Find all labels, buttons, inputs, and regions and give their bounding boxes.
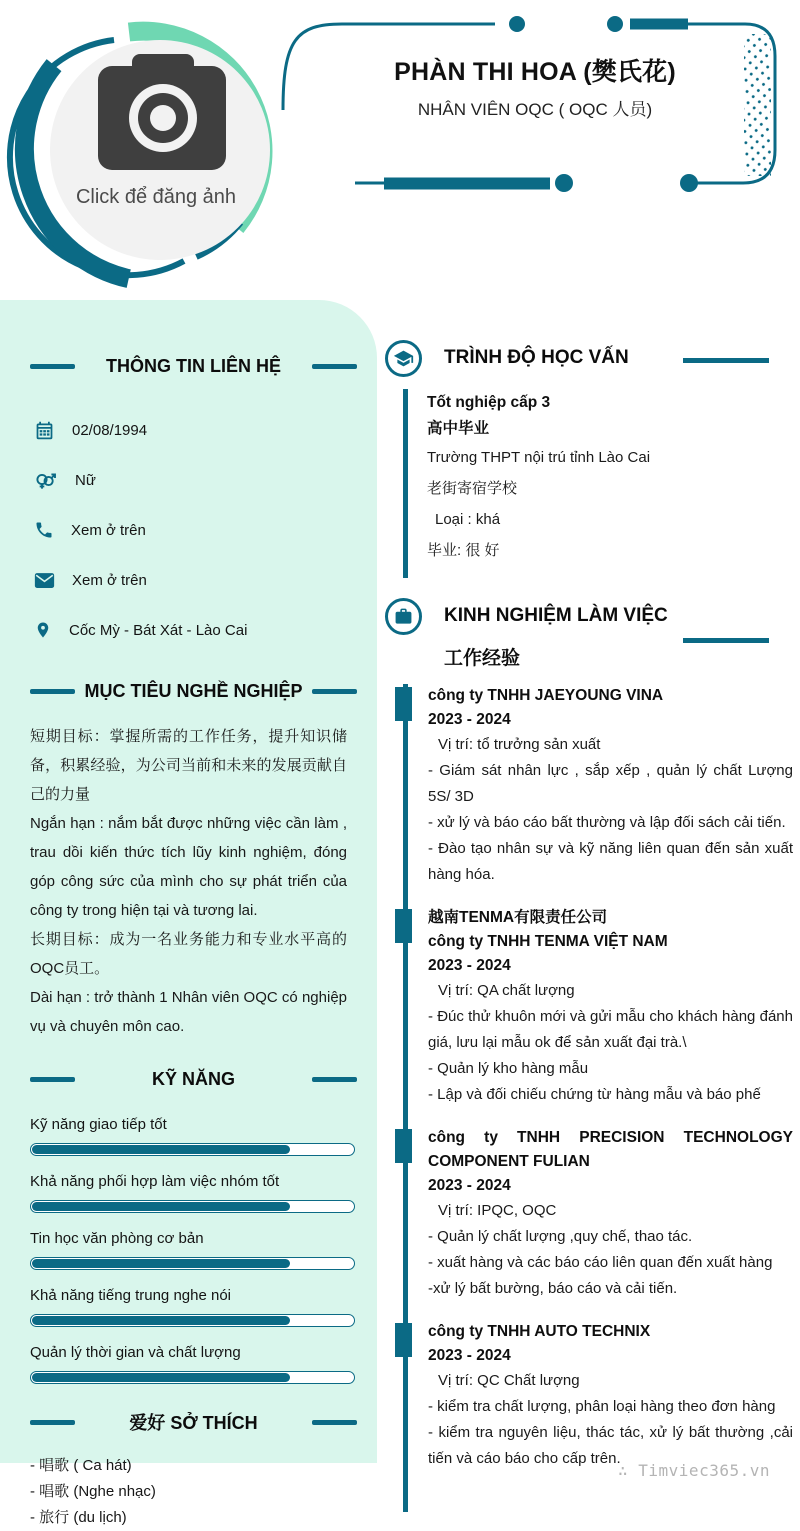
hobby-list bbox=[30, 1453, 347, 1531]
skill-label: Khả năng tiếng trung nghe nói bbox=[30, 1287, 231, 1304]
skill-progress-bar bbox=[30, 1257, 355, 1270]
birthday-value: 02/08/1994 bbox=[72, 421, 148, 439]
heading-dash-right bbox=[312, 1077, 357, 1082]
skill-label: Quản lý thời gian và chất lượng bbox=[30, 1344, 241, 1361]
experience-section-header bbox=[385, 598, 797, 670]
job-bullet: - xuất hàng và các báo cáo liên quan đến xuất hàng bbox=[428, 1254, 773, 1271]
objective-paragraph: 短期目标：掌握所需的工作任务，提升知识储备，积累经验，为公司当前和未来的发展贡献自己的力量 bbox=[30, 728, 347, 803]
skill-progress-fill bbox=[32, 1202, 290, 1211]
heading-dash-left bbox=[30, 1077, 75, 1082]
skill-label: Kỹ năng giao tiếp tốt bbox=[30, 1116, 167, 1133]
skills-list bbox=[30, 1116, 347, 1384]
person-name: PHÀN THI HOA (樊氏花) bbox=[394, 58, 676, 86]
education-school: Trường THPT nội trú tỉnh Lào Cai bbox=[427, 449, 651, 466]
objective-paragraph: 长期目标：成为一名业务能力和专业水平高的OQC员工。 bbox=[30, 931, 347, 977]
left-sidebar-panel bbox=[0, 300, 377, 1526]
timeline-marker bbox=[395, 687, 412, 721]
skill-label: Khả năng phối hợp làm việc nhóm tốt bbox=[30, 1173, 280, 1190]
skill-item bbox=[30, 1116, 347, 1156]
job-bullet: - xử lý và báo cáo bất thường và lập đối sách cải tiến. bbox=[428, 814, 786, 831]
hobby-item: - 唱歌 (Nghe nhạc) bbox=[30, 1483, 156, 1500]
briefcase-icon bbox=[385, 598, 422, 635]
timeline-marker bbox=[395, 909, 412, 943]
education-degree: Tốt nghiệp cấp 3 bbox=[427, 394, 551, 411]
heading-dash-left bbox=[30, 689, 75, 694]
job-company: công ty TNHH AUTO TECHNIX bbox=[428, 1323, 651, 1340]
job-company: công ty TNHH TENMA VIỆT NAM bbox=[428, 933, 668, 950]
job-entry-tenma bbox=[403, 906, 797, 1126]
camera-icon bbox=[98, 54, 226, 170]
contact-row-birthday bbox=[0, 405, 377, 455]
job-position: Vị trí: tổ trưởng sản xuất bbox=[438, 736, 601, 753]
job-period: 2023 - 2024 bbox=[428, 711, 511, 728]
skill-item bbox=[30, 1344, 347, 1384]
education-degree-cn: 高中毕业 bbox=[427, 420, 490, 437]
person-job-title: NHÂN VIÊN OQC ( OQC 人员) bbox=[417, 100, 653, 119]
education-grade: Loại : khá bbox=[435, 511, 501, 528]
timeline-marker bbox=[395, 1323, 412, 1357]
hobbies-heading: 爱好 SỞ THÍCH bbox=[129, 1413, 258, 1433]
education-grade-cn: 毕业: 很 好 bbox=[427, 542, 500, 559]
skill-label: Tin học văn phòng cơ bản bbox=[30, 1230, 204, 1247]
job-period: 2023 - 2024 bbox=[428, 957, 511, 974]
job-entry-jaeyoung-vina bbox=[403, 684, 797, 906]
hobby-item: - 旅行 (du lịch) bbox=[30, 1509, 127, 1526]
hobby-item: - 唱歌 ( Ca hát) bbox=[30, 1457, 132, 1474]
phone-icon bbox=[34, 520, 54, 540]
job-bullet: - Đào tạo nhân sự và kỹ năng liên quan đến sản xuất hàng hóa. bbox=[428, 840, 793, 883]
job-entry-auto-technix bbox=[403, 1320, 797, 1512]
job-position: Vị trí: IPQC, OQC bbox=[438, 1202, 557, 1219]
photo-placeholder-graphic bbox=[18, 12, 286, 290]
job-bullet: - Giám sát nhân lực , sắp xếp , quản lý chất Lượng 5S/ 3D bbox=[428, 762, 793, 805]
address-value: Cốc Mỳ - Bát Xát - Lào Cai bbox=[69, 621, 248, 639]
education-school-cn: 老街寄宿学校 bbox=[427, 480, 518, 497]
job-bullet: - kiểm tra chất lượng, phân loại hàng theo đơn hàng bbox=[428, 1398, 776, 1415]
experience-heading-block bbox=[444, 598, 668, 670]
job-period: 2023 - 2024 bbox=[428, 1177, 511, 1194]
skill-progress-bar bbox=[30, 1143, 355, 1156]
job-bullet: - kiểm tra nguyên liệu, thác tác, xử lý bất thường ,cải tiến và cáo báo cho cấp trên. bbox=[428, 1424, 793, 1467]
experience-heading-line bbox=[683, 638, 769, 643]
skills-section-header bbox=[30, 1069, 357, 1090]
job-company: công ty TNHH PRECISION TECHNOLOGY COMPONENT FULIAN bbox=[428, 1129, 793, 1170]
gender-value: Nữ bbox=[75, 471, 96, 489]
phone-value: Xem ở trên bbox=[71, 521, 146, 539]
contact-row-email bbox=[0, 555, 377, 605]
skill-progress-fill bbox=[32, 1373, 290, 1382]
skill-item bbox=[30, 1173, 347, 1213]
job-bullet: - Lập và đối chiếu chứng từ hàng mẫu và báo phế bbox=[428, 1086, 761, 1103]
contact-heading: THÔNG TIN LIÊN HỆ bbox=[106, 356, 281, 376]
skills-heading: KỸ NĂNG bbox=[151, 1069, 235, 1089]
timeline-marker bbox=[395, 1129, 412, 1163]
email-value: Xem ở trên bbox=[72, 571, 147, 589]
contact-row-phone bbox=[0, 505, 377, 555]
contact-list bbox=[0, 405, 377, 655]
gender-icon bbox=[34, 470, 58, 491]
objective-section-header bbox=[30, 681, 357, 702]
skill-progress-fill bbox=[32, 1316, 290, 1325]
heading-dash-right bbox=[312, 1420, 357, 1425]
heading-dash-right bbox=[312, 689, 357, 694]
heading-dash-left bbox=[30, 364, 75, 369]
job-company-cn: 越南TENMA有限责任公司 bbox=[428, 909, 608, 926]
graduation-cap-icon bbox=[385, 340, 422, 377]
location-icon bbox=[34, 619, 52, 641]
job-position: Vị trí: QA chất lượng bbox=[438, 982, 575, 999]
job-bullet: - Quản lý kho hàng mẫu bbox=[428, 1060, 589, 1077]
skill-item bbox=[30, 1287, 347, 1327]
calendar-icon bbox=[34, 420, 55, 441]
skill-progress-fill bbox=[32, 1145, 290, 1154]
hobbies-section-header bbox=[30, 1409, 357, 1435]
email-icon bbox=[34, 572, 55, 589]
objective-text bbox=[30, 722, 347, 1041]
objective-heading: MỤC TIÊU NGHỀ NGHIỆP bbox=[84, 681, 303, 701]
experience-heading: KINH NGHIỆM LÀM VIỆC bbox=[444, 605, 668, 626]
job-list bbox=[385, 684, 797, 1512]
timviec365-watermark: ∴ Timviec365.vn bbox=[618, 1461, 770, 1480]
skill-progress-bar bbox=[30, 1371, 355, 1384]
education-heading-line bbox=[683, 358, 769, 363]
header-identity bbox=[300, 52, 770, 120]
skill-progress-bar bbox=[30, 1200, 355, 1213]
education-entry bbox=[403, 389, 797, 578]
main-content-column bbox=[385, 340, 797, 1512]
job-period: 2023 - 2024 bbox=[428, 1347, 511, 1364]
photo-upload-widget[interactable] bbox=[18, 12, 286, 290]
contact-row-address bbox=[0, 605, 377, 655]
skill-progress-bar bbox=[30, 1314, 355, 1327]
contact-section-header bbox=[30, 356, 357, 377]
job-bullet: -xử lý bất bường, báo cáo và cải tiến. bbox=[428, 1280, 678, 1297]
job-entry-precision-fulian bbox=[403, 1126, 797, 1320]
photo-upload-label-text: Click để đăng ảnh bbox=[75, 186, 237, 208]
job-bullet: - Quản lý chất lượng ,quy chế, thao tác. bbox=[428, 1228, 693, 1245]
objective-paragraph: Dài hạn : trở thành 1 Nhân viên OQC có nghiệp vụ và chuyên môn cao. bbox=[30, 989, 347, 1035]
experience-heading-cn: 工作经验 bbox=[444, 648, 521, 669]
heading-dash-right bbox=[312, 364, 357, 369]
contact-row-gender bbox=[0, 455, 377, 505]
education-section-header bbox=[385, 340, 797, 377]
education-heading: TRÌNH ĐỘ HỌC VẤN bbox=[444, 347, 629, 368]
heading-dash-left bbox=[30, 1420, 75, 1425]
skill-item bbox=[30, 1230, 347, 1270]
job-position: Vị trí: QC Chất lượng bbox=[438, 1372, 580, 1389]
job-company: công ty TNHH JAEYOUNG VINA bbox=[428, 687, 664, 704]
job-bullet: - Đúc thử khuôn mới và gửi mẫu cho khách hàng đánh giá, lưu lại mẫu ok để sản xuất đại trà.\ bbox=[428, 1008, 793, 1051]
objective-paragraph: Ngắn hạn : nắm bắt được những việc cần làm , trau dồi kiến thức tích lũy kinh nghiệm, đóng góp công sức của mình cho sự phát triển của công ty trong hiện tại và tương lai. bbox=[30, 815, 347, 919]
skill-progress-fill bbox=[32, 1259, 290, 1268]
